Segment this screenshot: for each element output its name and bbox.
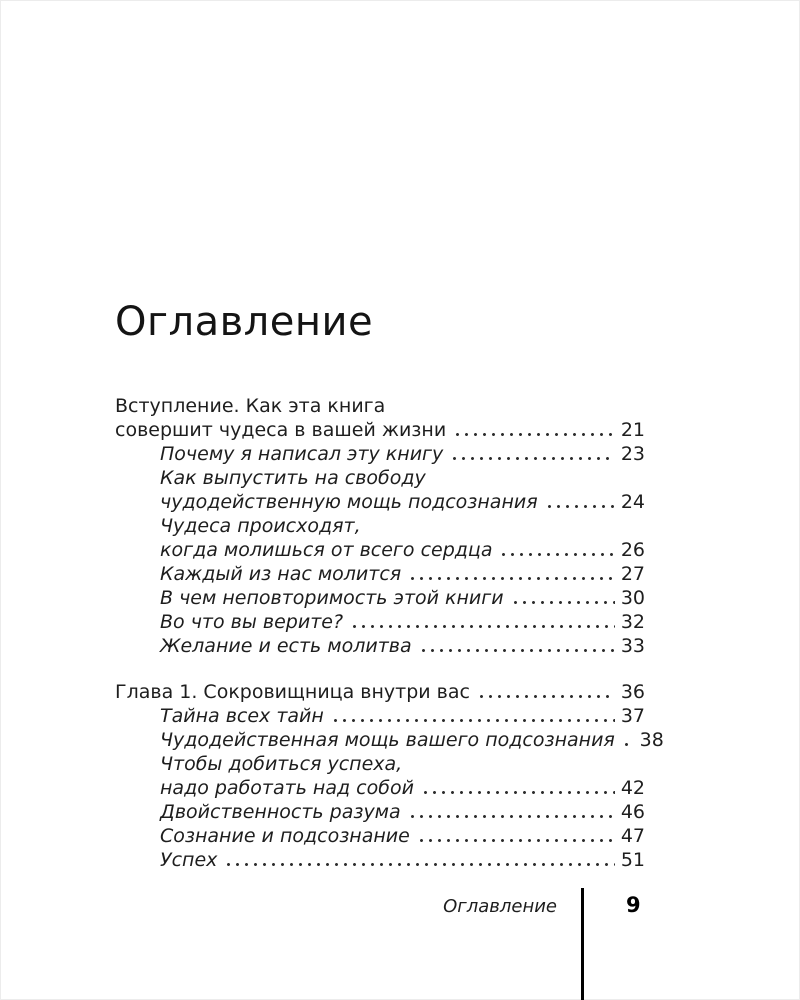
- dot-leader: [331, 719, 615, 722]
- toc-entry-line: [160, 442, 645, 466]
- dot-leader: [421, 791, 615, 794]
- toc-entry-title: совершит чудеса в вашей жизни: [115, 419, 447, 441]
- toc-entry-line: [160, 634, 645, 658]
- toc-entry-line: [160, 776, 645, 800]
- toc-page-number: 32: [620, 611, 645, 633]
- dot-leader: [417, 839, 615, 842]
- toc-entry-line: [160, 824, 645, 848]
- dot-leader: [408, 815, 615, 818]
- toc-page-number: 38: [639, 729, 664, 751]
- dot-leader: [350, 625, 615, 628]
- toc-entry: [160, 824, 645, 848]
- toc-entry-title: надо работать над собой: [160, 777, 414, 799]
- toc-page-number: 37: [620, 705, 645, 727]
- toc-entry: [160, 848, 645, 872]
- toc-entry-line: [160, 586, 645, 610]
- toc-page-number: 30: [620, 587, 645, 609]
- toc-page-number: 47: [620, 825, 645, 847]
- toc-entry: [160, 442, 645, 466]
- toc-entry-line: [160, 538, 645, 562]
- dot-leader: [224, 863, 615, 866]
- toc-page-number: 27: [620, 563, 645, 585]
- footer-page-number: 9: [626, 893, 641, 917]
- dot-leader: [499, 553, 615, 556]
- dot-leader: [453, 433, 615, 436]
- toc-entry-wrap-line: Вступление. Как эта книга: [115, 395, 386, 417]
- toc-entry-title: чудодейственную мощь подсознания: [160, 491, 538, 513]
- toc-entry-title: Глава 1. Сокровищница внутри вас: [115, 681, 470, 703]
- dot-leader: [511, 601, 615, 604]
- page-title: Оглавление: [115, 299, 374, 345]
- toc-entry-line: [160, 704, 645, 728]
- toc-page-number: 51: [620, 849, 645, 871]
- dot-leader: [450, 457, 615, 460]
- toc-entry-title: Сознание и подсознание: [160, 825, 410, 847]
- toc-entry-title: Почему я написал эту книгу: [160, 443, 444, 465]
- toc-entry-title: Во что вы верите?: [160, 611, 344, 633]
- toc-entry-line: [115, 418, 645, 442]
- toc-page-number: 23: [620, 443, 645, 465]
- toc-list: [115, 394, 664, 872]
- toc-entry: [160, 514, 645, 562]
- toc-page-number: 21: [620, 419, 645, 441]
- toc-page-number: 42: [620, 777, 645, 799]
- dot-leader: [545, 505, 615, 508]
- toc-entry: [160, 610, 645, 634]
- toc-entry-wrap-line: Чудеса происходят,: [160, 515, 361, 537]
- toc-entry-title: Желание и есть молитва: [160, 635, 412, 657]
- dot-leader: [408, 577, 615, 580]
- toc-entry-title: Двойственность разума: [160, 801, 401, 823]
- toc-entry-title: Каждый из нас молится: [160, 563, 402, 585]
- toc-entry-title: Чудодейственная мощь вашего подсознания: [160, 729, 615, 751]
- toc-entry-line: [160, 728, 664, 752]
- toc-entry-wrap-line: Как выпустить на свободу: [160, 467, 426, 489]
- toc-entry: [115, 394, 645, 442]
- dot-leader: [419, 649, 615, 652]
- toc-entry: [160, 634, 645, 658]
- toc-entry-line: [160, 562, 645, 586]
- toc-entry-line: [160, 610, 645, 634]
- toc-entry-line: [160, 490, 645, 514]
- toc-page-number: 46: [620, 801, 645, 823]
- dot-leader: [477, 695, 615, 698]
- toc-page-number: 36: [620, 681, 645, 703]
- toc-entry-title: Тайна всех тайн: [160, 705, 324, 727]
- footer-divider-rule: [581, 888, 584, 1000]
- toc-entry-title: В чем неповторимость этой книги: [160, 587, 504, 609]
- toc-entry: [160, 466, 645, 514]
- toc-entry-title: Успех: [160, 849, 218, 871]
- toc-entry: [160, 728, 664, 752]
- toc-entry: [160, 800, 645, 824]
- toc-entry-line: [115, 680, 645, 704]
- toc-entry-line: [160, 848, 645, 872]
- toc-entry-title: когда молишься от всего сердца: [160, 539, 493, 561]
- toc-entry: [160, 562, 645, 586]
- dot-leader: [622, 743, 634, 746]
- toc-page-number: 26: [620, 539, 645, 561]
- toc-entry: [115, 680, 645, 704]
- toc-entry-line: [160, 800, 645, 824]
- footer-section-label: Оглавление: [443, 896, 557, 917]
- toc-entry-wrap-line: Чтобы добиться успеха,: [160, 753, 403, 775]
- toc-entry: [160, 704, 645, 728]
- toc-entry: [160, 586, 645, 610]
- toc-page-number: 33: [620, 635, 645, 657]
- toc-entry: [160, 752, 645, 800]
- toc-page-number: 24: [620, 491, 645, 513]
